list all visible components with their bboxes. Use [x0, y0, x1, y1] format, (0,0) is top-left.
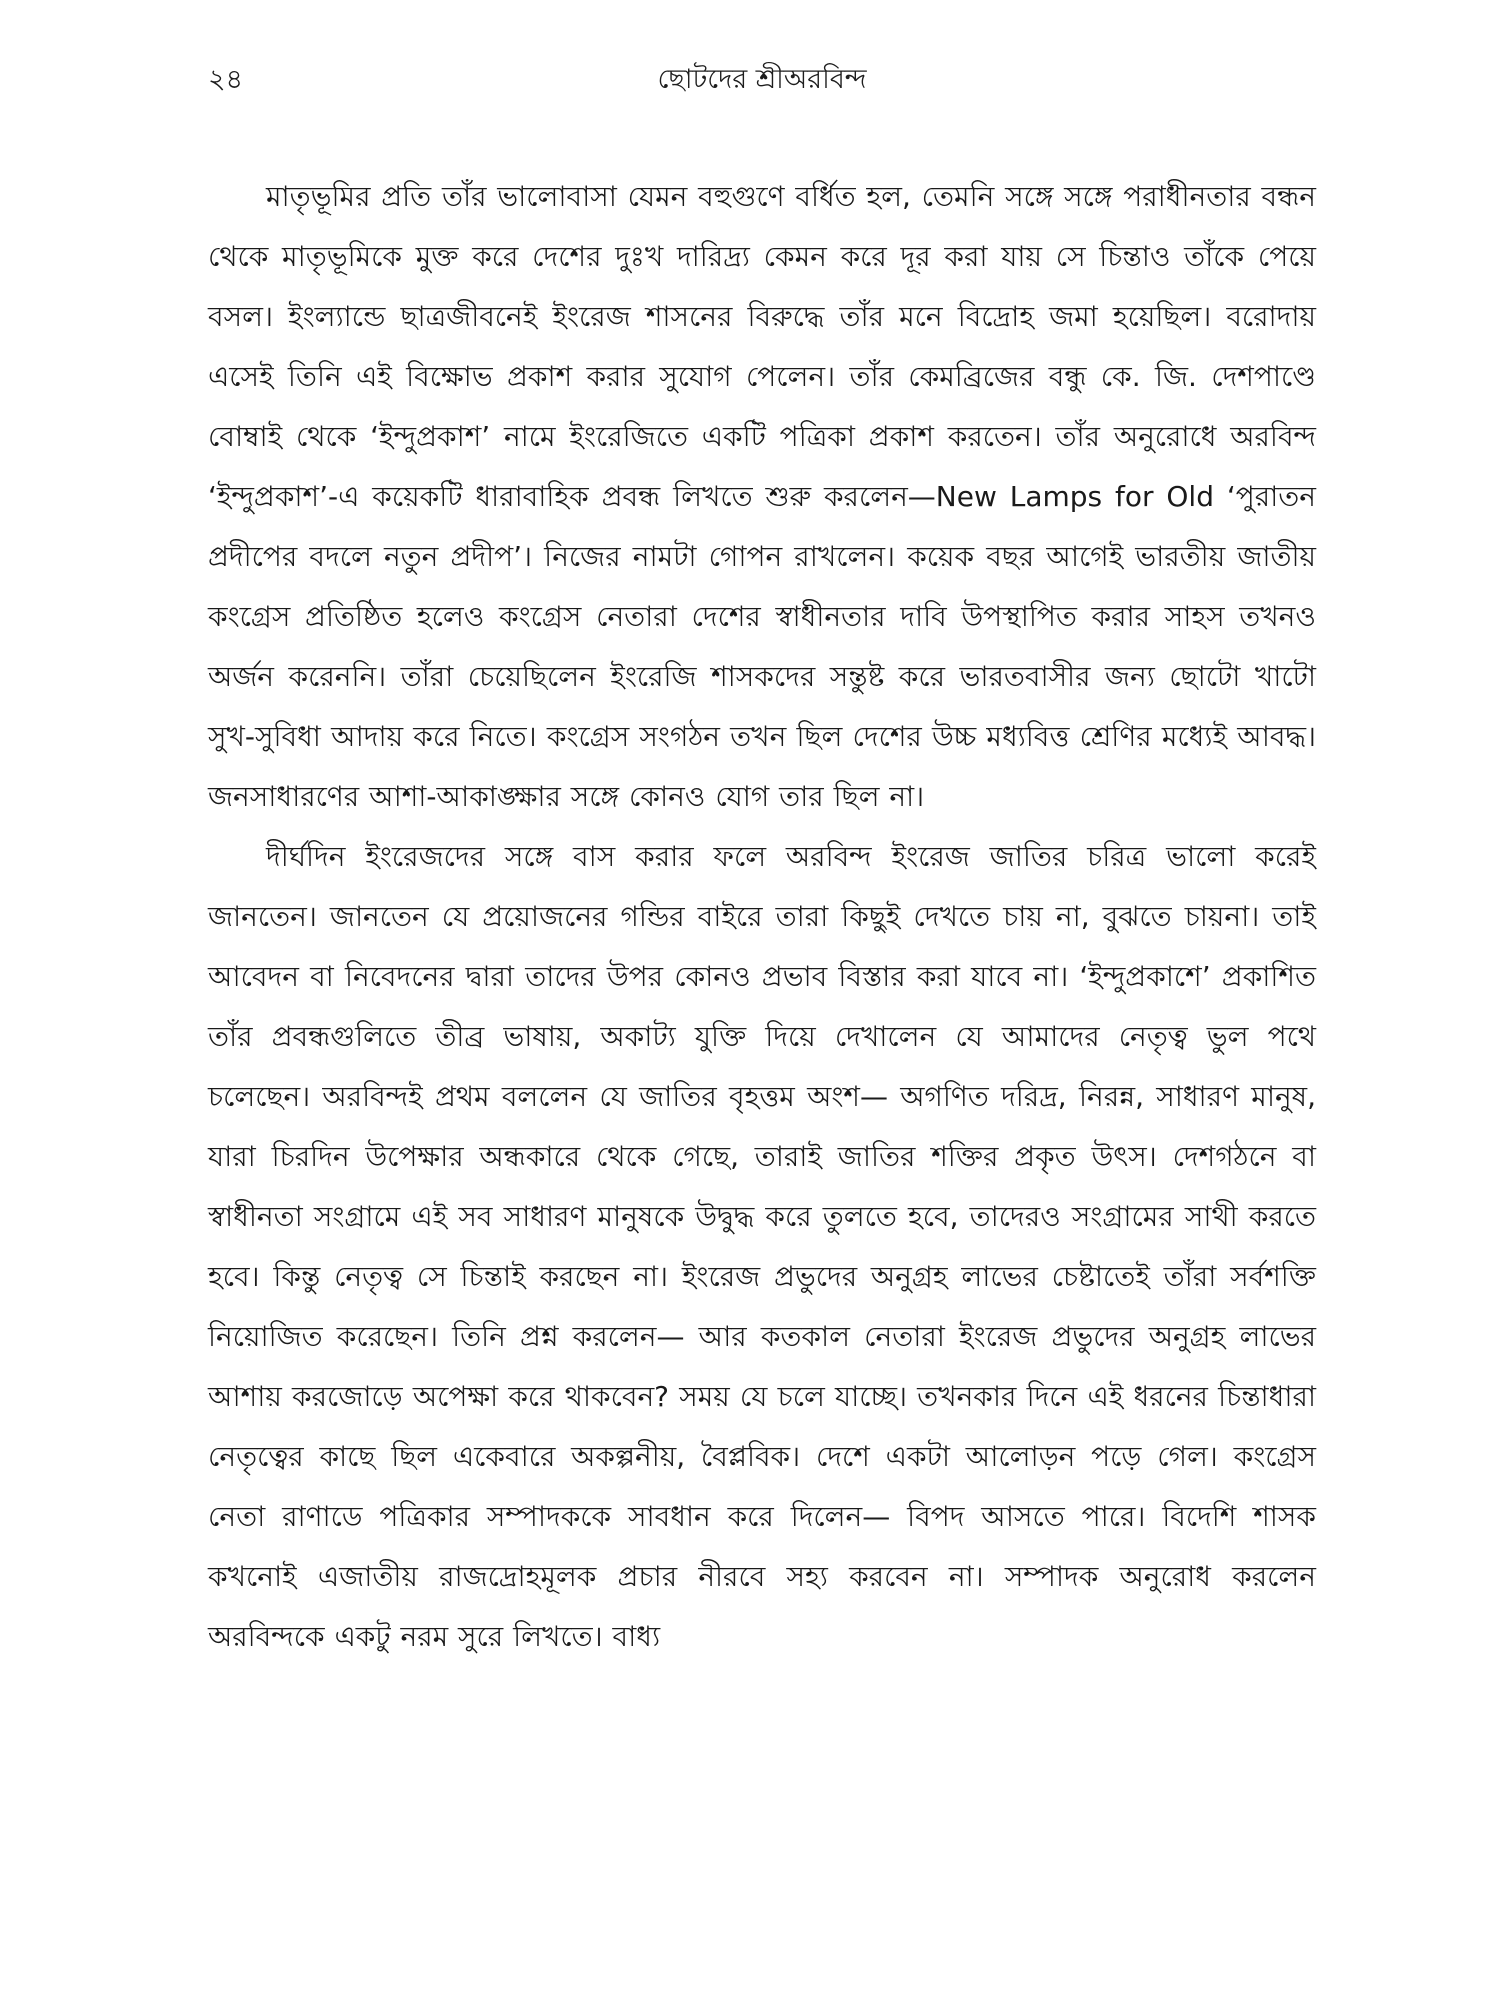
paragraph: দীর্ঘদিন ইংরেজদের সঙ্গে বাস করার ফলে অরবিন্দ ইংরেজ জাতির চরিত্র ভালো করেই জানতেন। জানতেন যে প্রয়োজনের গন্ডির বাইরে তারা কিছুই দেখতে চায় না, বুঝতে চায়না। তাই আবেদন বা নিবেদনের দ্বারা তাদের উপর কোনও প্রভাব বিস্তার করা যাবে না। ‘ইন্দুপ্রকাশে’ প্রকাশিত তাঁর প্রবন্ধগুলিতে তীব্র ভাষায়, অকাট্য যুক্তি দিয়ে দেখালেন যে আমাদের নেতৃত্ব ভুল পথে চলেছেন। অরবিন্দই প্রথম বললেন যে জাতির বৃহত্তম অংশ— অগণিত দরিদ্র, নিরন্ন, সাধারণ মানুষ, যারা চিরদিন উপেক্ষার অন্ধকারে থেকে গেছে, তারাই জাতির শক্তির প্রকৃত উৎস। দেশগঠনে বা স্বাধীনতা সংগ্রামে এই সব সাধারণ মানুষকে উদ্বুদ্ধ করে তুলতে হবে, তাদেরও সংগ্রামের সাথী করতে হবে। কিন্তু নেতৃত্ব সে চিন্তাই করছেন না। ইংরেজ প্রভুদের অনুগ্রহ লাভের চেষ্টাতেই তাঁরা সর্বশক্তি নিয়োজিত করেছেন। তিনি প্রশ্ন করলেন— আর কতকাল নেতারা ইংরেজ প্রভুদের অনুগ্রহ লাভের আশায় করজোড়ে অপেক্ষা করে থাকবেন? সময় যে চলে যাচ্ছে। তখনকার দিনে এই ধরনের চিন্তাধারা নেতৃত্বের কাছে ছিল একেবারে অকল্পনীয়, বৈপ্লবিক। দেশে একটা আলোড়ন পড়ে গেল। কংগ্রেস নেতা রাণাডে পত্রিকার সম্পাদককে সাবধান করে দিলেন— বিপদ আসতে পারে। বিদেশি শাসক কখনোই এজাতীয় রাজদ্রোহমূলক প্রচার নীরবে সহ্য করবেন না। সম্পাদক অনুরোধ করলেন অরবিন্দকে একটু নরম সুরে লিখতে। বাধ্য	[208, 840, 1316, 1653]
paragraph: মাতৃভূমির প্রতি তাঁর ভালোবাসা যেমন বহুগুণে বর্ধিত হল, তেমনি সঙ্গে সঙ্গে পরাধীনতার বন্ধন থেকে মাতৃভূমিকে মুক্ত করে দেশের দুঃখ দারিদ্র্য কেমন করে দূর করা যায় সে চিন্তাও তাঁকে পেয়ে বসল। ইংল্যান্ডে ছাত্রজীবনেই ইংরেজ শাসনের বিরুদ্ধে তাঁর মনে বিদ্রোহ জমা হয়েছিল। বরোদায় এসেই তিনি এই বিক্ষোভ প্রকাশ করার সুযোগ পেলেন। তাঁর কেমব্রিজের বন্ধু কে. জি. দেশপাণ্ডে বোম্বাই থেকে ‘ইন্দুপ্রকাশ’ নামে ইংরেজিতে একটি পত্রিকা প্রকাশ করতেন। তাঁর অনুরোধে অরবিন্দ ‘ইন্দুপ্রকাশ’-এ কয়েকটি ধারাবাহিক প্রবন্ধ লিখতে শুরু করলেন—New Lamps for Old ‘পুরাতন প্রদীপের বদলে নতুন প্রদীপ’। নিজের নামটা গোপন রাখলেন। কয়েক বছর আগেই ভারতীয় জাতীয় কংগ্রেস প্রতিষ্ঠিত হলেও কংগ্রেস নেতারা দেশের স্বাধীনতার দাবি উপস্থাপিত করার সাহস তখনও অর্জন করেননি। তাঁরা চেয়েছিলেন ইংরেজি শাসকদের সন্তুষ্ট করে ভারতবাসীর জন্য ছোটো খাটো সুখ-সুবিধা আদায় করে নিতে। কংগ্রেস সংগঠন তখন ছিল দেশের উচ্চ মধ্যবিত্ত শ্রেণির মধ্যেই আবদ্ধ। জনসাধারণের আশা-আকাঙ্ক্ষার সঙ্গে কোনও যোগ তার ছিল না।	[208, 180, 1316, 813]
book-title: ছোটদের শ্রীঅরবিন্দ	[657, 64, 867, 95]
running-header	[208, 56, 1316, 104]
body-text	[208, 167, 1316, 1667]
page-number: ২৪	[208, 64, 244, 95]
